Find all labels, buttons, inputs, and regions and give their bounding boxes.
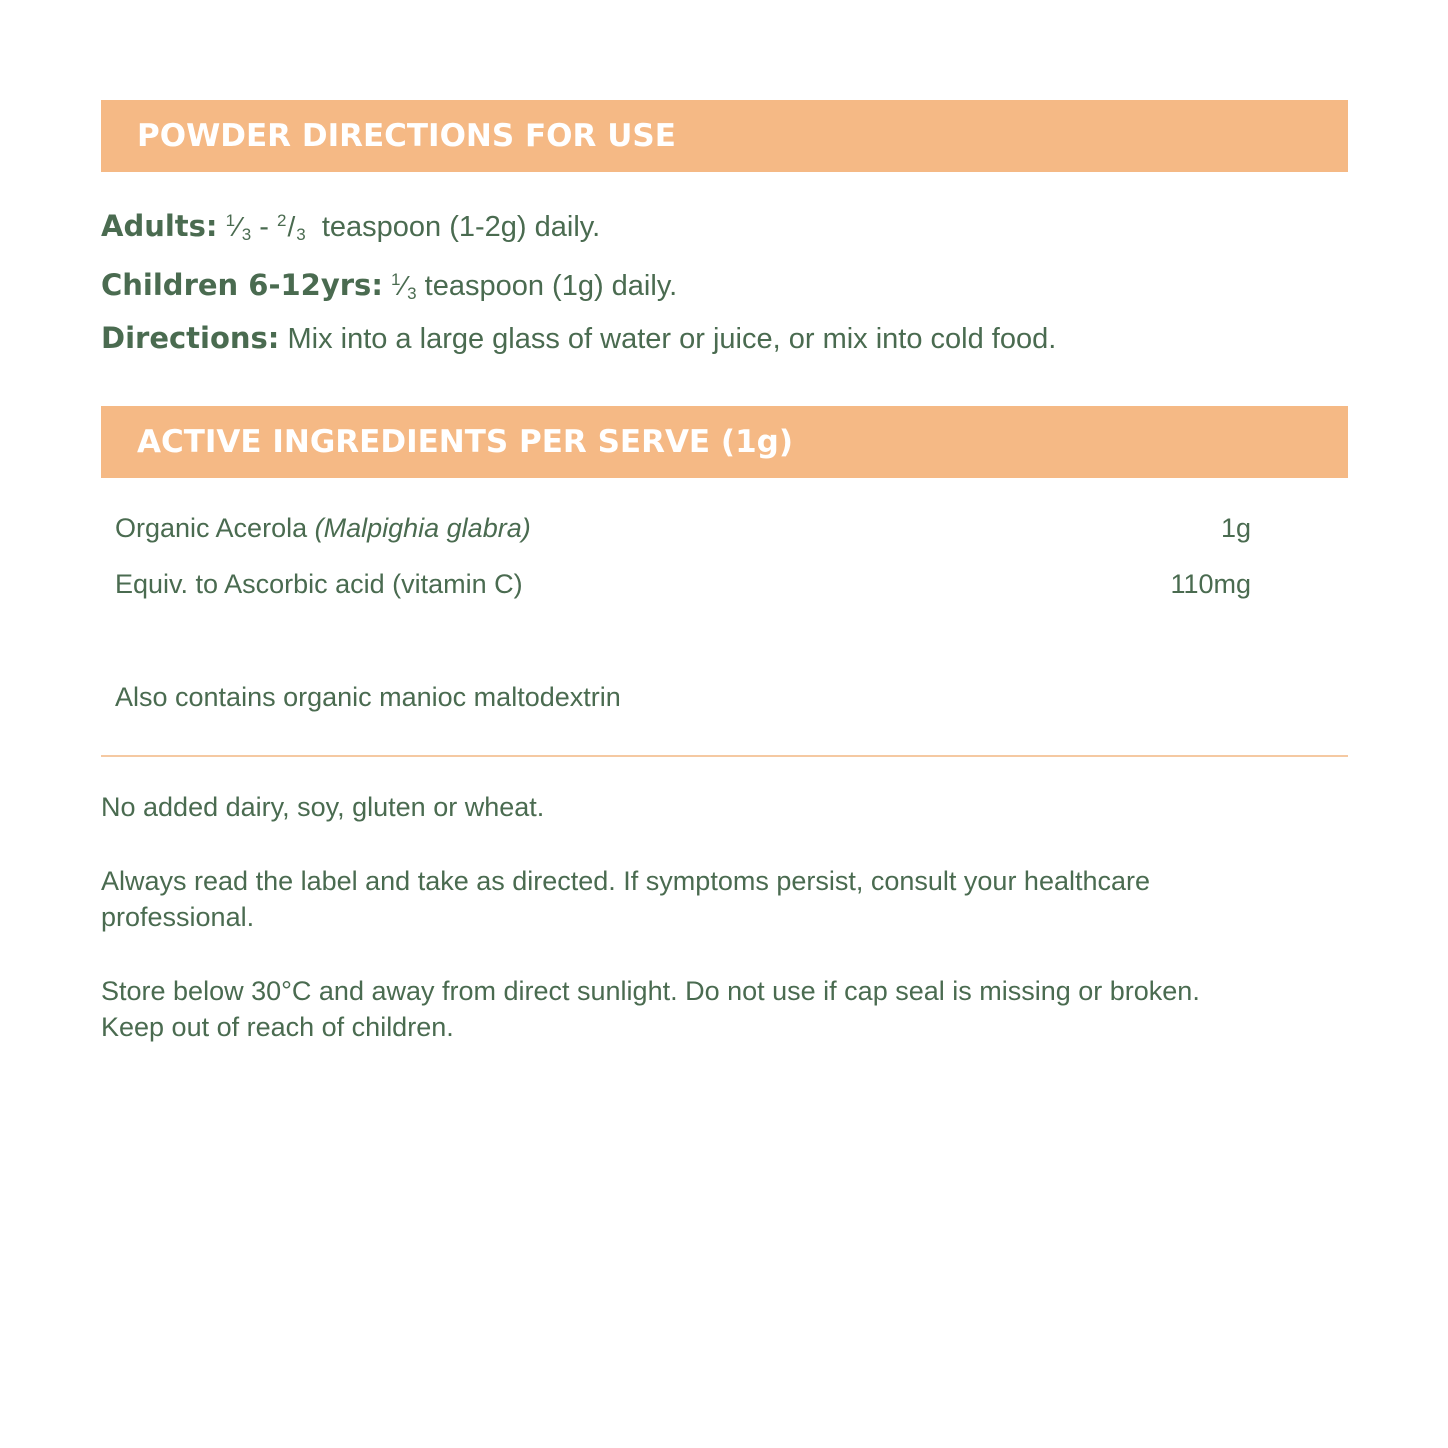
ingredients-table xyxy=(101,500,1348,612)
ingredients-header xyxy=(101,406,1348,478)
children-dose-text: teaspoon (1g) daily. xyxy=(416,270,678,302)
directions-block xyxy=(101,198,1348,362)
fraction-denominator: 3 xyxy=(407,284,417,303)
children-fraction: $^1⁄_3$ xyxy=(390,270,417,303)
also-contains: Also contains organic manioc maltodextrin xyxy=(115,682,621,712)
adults-dose-text: teaspoon (1-2g) daily. xyxy=(305,211,601,243)
adults-label: Adults: xyxy=(101,209,218,243)
label-page xyxy=(101,100,1348,1045)
fraction-numerator: 2 xyxy=(276,211,287,230)
ingredient-row xyxy=(101,500,1348,556)
ingredients-title: ACTIVE INGREDIENTS PER SERVE (1g) xyxy=(137,424,793,460)
fraction-denominator: 3 xyxy=(296,225,306,244)
fraction-numerator: 1 xyxy=(225,211,236,230)
fraction-denominator: 3 xyxy=(241,225,252,244)
adults-fraction-min: $^1⁄_3$ xyxy=(225,211,252,244)
notes-block xyxy=(101,789,1348,1045)
storage-note: Store below 30°C and away from direct sunlight. Do not use if cap seal is missing or broken. Keep out of reach of children. xyxy=(101,976,1200,1042)
ingredient-name: Equiv. to Ascorbic acid (vitamin C) xyxy=(115,568,523,599)
ingredient-amount: 1g xyxy=(1220,512,1251,543)
children-line xyxy=(101,257,1348,316)
adults-dash: - xyxy=(251,211,277,243)
section-divider xyxy=(101,755,1348,757)
ingredient-name: Organic Acerola (Malpighia glabra) xyxy=(115,512,531,543)
ingredient-row xyxy=(101,556,1348,612)
adults-line xyxy=(101,198,1348,257)
warning-note: Always read the label and take as directed. If symptoms persist, consult your healthcare professional. xyxy=(101,866,1151,932)
mixing-line xyxy=(101,316,1348,362)
mixing-label: Directions: xyxy=(101,321,280,355)
ingredient-latin-name: (Malpighia glabra) xyxy=(314,512,531,543)
adults-fraction-max: $^2/_3$ xyxy=(276,211,306,244)
directions-title: POWDER DIRECTIONS FOR USE xyxy=(137,118,676,154)
allergen-note: No added dairy, soy, gluten or wheat. xyxy=(101,792,545,822)
fraction-numerator: 1 xyxy=(390,270,401,289)
directions-header xyxy=(101,100,1348,172)
children-label: Children 6-12yrs: xyxy=(101,268,383,302)
mixing-text: Mix into a large glass of water or juice, or mix into cold food. xyxy=(279,323,1057,355)
ingredient-amount: 110mg xyxy=(1170,568,1251,599)
